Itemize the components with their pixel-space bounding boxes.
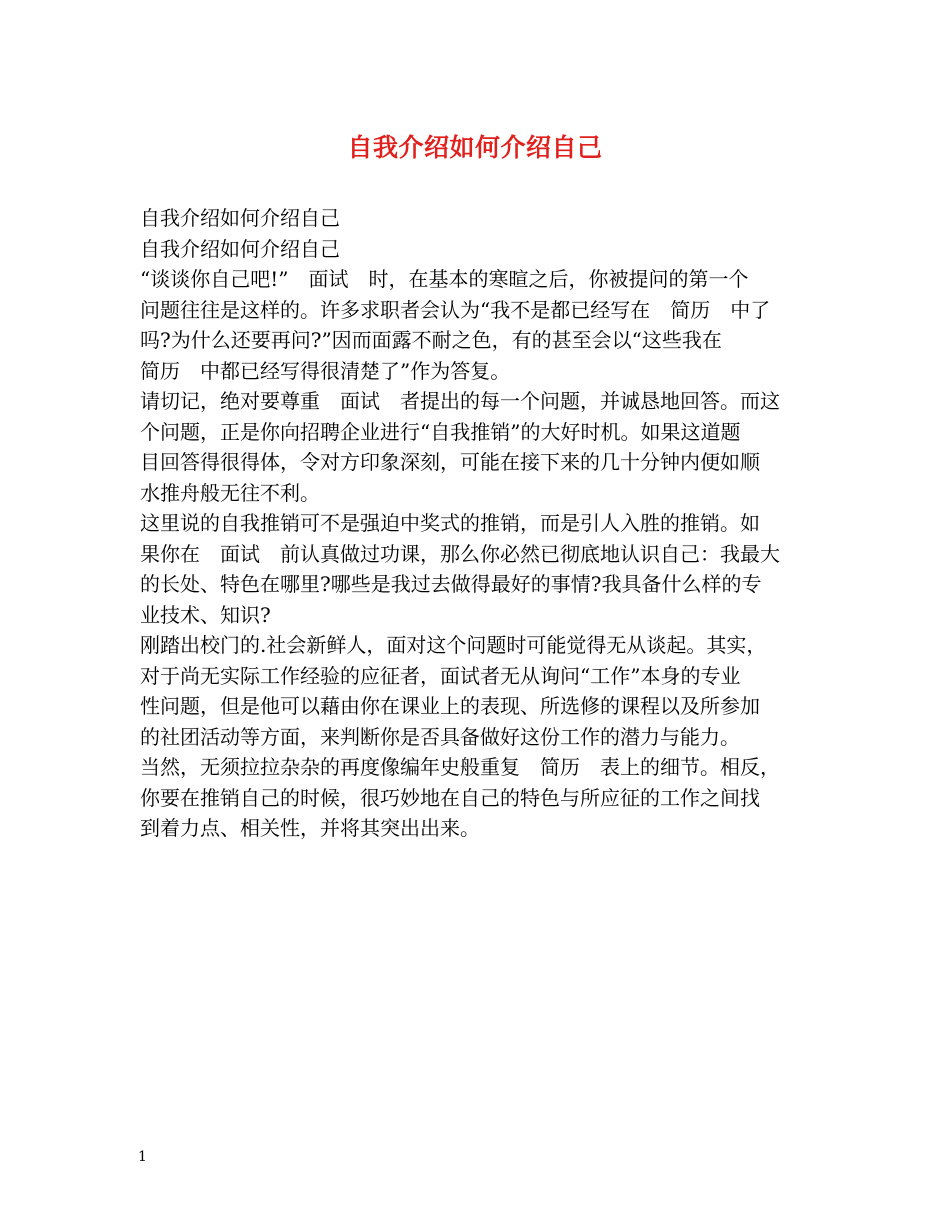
body-line: 业技术、知识? [140,602,271,627]
body-line: 当然，无须拉拉杂杂的再度像编年史般重复 简历 表上的细节。相反， [140,755,780,779]
body-line: 简历 中都已经写得很清楚了”作为答复。 [140,358,511,383]
body-line: 性问题，但是他可以藉由你在课业上的表现、所选修的课程以及所参加 [140,694,760,718]
body-line: 到着力点、相关性，并将其突出出来。 [140,816,480,840]
body-line: 请切记，绝对要尊重 面试 者提出的每一个问题，并诚恳地回答。而这 [140,389,780,413]
body-line: 的社团活动等方面，来判断你是否具备做好这份工作的潜力与能力。 [140,724,740,749]
body-line: 的长处、特色在哪里?哪些是我过去做得最好的事情?我具备什么样的专 [140,572,762,596]
document-title: 自我介绍如何介绍自己 [347,133,603,162]
body-line: 你要在推销自己的时候，很巧妙地在自己的特色与所应征的工作之间找 [140,785,760,810]
body-line: 对于尚无实际工作经验的应征者，面试者无从询问“工作”本身的专业 [140,663,741,688]
body-line: 刚踏出校门的.社会新鲜人，面对这个问题时可能觉得无从谈起。其实， [140,633,767,657]
body-line: 自我介绍如何介绍自己 [140,236,340,261]
document-body [140,203,812,844]
page-number: 1 [138,1149,147,1165]
body-line: 水推舟般无往不利。 [140,480,320,505]
body-line: 果你在 面试 前认真做过功课，那么你必然已彻底地认识自己：我最大 [140,541,780,566]
body-line: 个问题，正是你向招聘企业进行“自我推销”的大好时机。如果这道题 [140,419,741,444]
body-line: 这里说的自我推销可不是强迫中奖式的推销，而是引人入胜的推销。如 [140,511,760,535]
body-line: “谈谈你自己吧!” 面试 时，在基本的寒暄之后，你被提问的第一个 [140,267,749,291]
body-line: 自我介绍如何介绍自己 [140,206,340,230]
body-line: 吗?为什么还要再问?”因而面露不耐之色，有的甚至会以“这些我在 [140,328,722,352]
body-line: 目回答得很得体，令对方印象深刻，可能在接下来的几十分钟内便如顺 [140,450,760,474]
body-line: 问题往往是这样的。许多求职者会认为“我不是都已经写在 简历 中了 [140,297,771,322]
